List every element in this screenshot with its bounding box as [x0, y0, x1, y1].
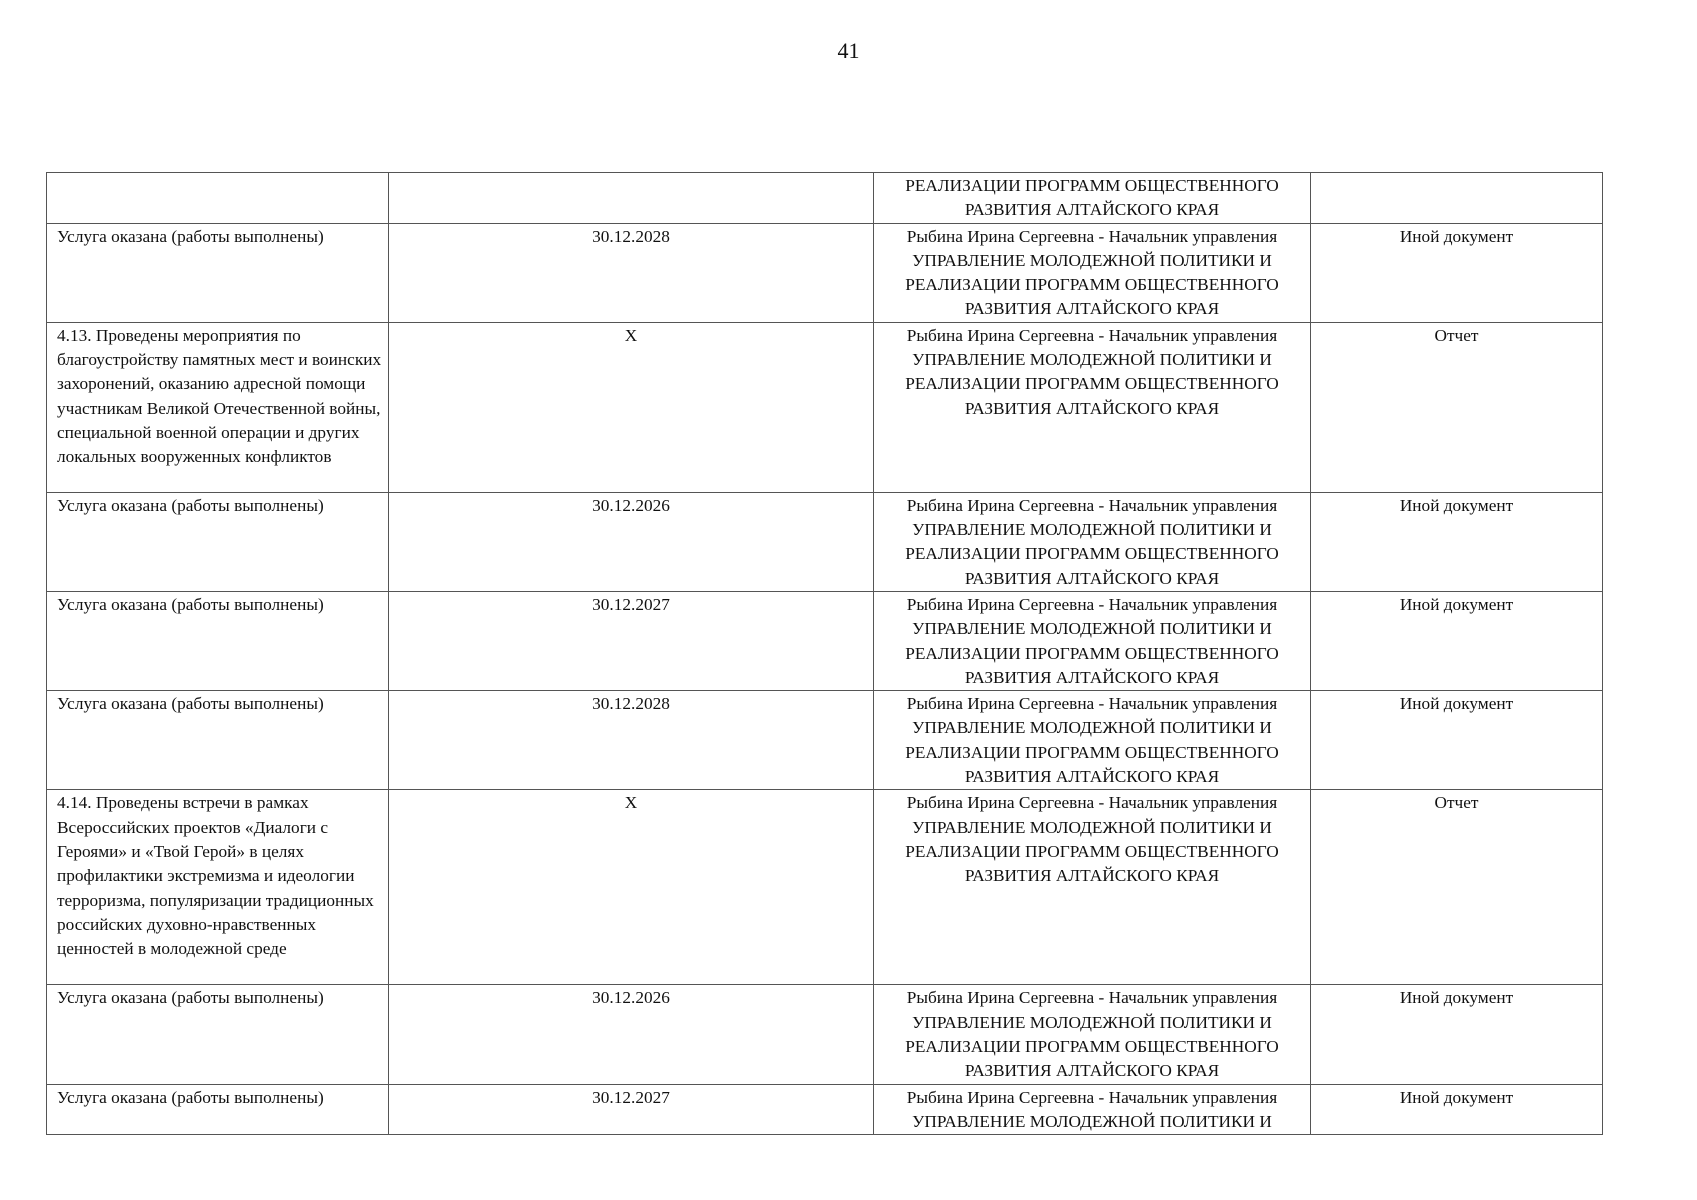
cell-date: 30.12.2027 [389, 1084, 874, 1135]
cell-document [1311, 173, 1603, 224]
cell-date: 30.12.2026 [389, 985, 874, 1084]
table-row [47, 790, 1603, 985]
cell-responsible: Рыбина Ирина Сергеевна - Начальник управления УПРАВЛЕНИЕ МОЛОДЕЖНОЙ ПОЛИТИКИ И РЕАЛИЗАЦИИ ПРОГРАММ ОБЩЕСТВЕННОГО РАЗВИТИЯ АЛТАЙСКОГО КРАЯ [874, 790, 1311, 985]
table-row [47, 492, 1603, 591]
table-row [47, 322, 1603, 492]
cell-name: Услуга оказана (работы выполнены) [47, 492, 389, 591]
cell-name: Услуга оказана (работы выполнены) [47, 985, 389, 1084]
cell-name: Услуга оказана (работы выполнены) [47, 223, 389, 322]
cell-name: 4.13. Проведены мероприятия по благоустройству памятных мест и воинских захоронений, оказанию адресной помощи участникам Великой Отечественной войны, специальной военной операции и других локальных вооруженных конфликтов [47, 322, 389, 492]
cell-responsible: РЕАЛИЗАЦИИ ПРОГРАММ ОБЩЕСТВЕННОГО РАЗВИТИЯ АЛТАЙСКОГО КРАЯ [874, 173, 1311, 224]
cell-responsible: Рыбина Ирина Сергеевна - Начальник управления УПРАВЛЕНИЕ МОЛОДЕЖНОЙ ПОЛИТИКИ И РЕАЛИЗАЦИИ ПРОГРАММ ОБЩЕСТВЕННОГО РАЗВИТИЯ АЛТАЙСКОГО КРАЯ [874, 492, 1311, 591]
page-number: 41 [837, 38, 860, 63]
cell-date: 30.12.2028 [389, 223, 874, 322]
cell-responsible: Рыбина Ирина Сергеевна - Начальник управления УПРАВЛЕНИЕ МОЛОДЕЖНОЙ ПОЛИТИКИ И [874, 1084, 1311, 1135]
cell-date [389, 173, 874, 224]
cell-name: Услуга оказана (работы выполнены) [47, 1084, 389, 1135]
cell-date: 30.12.2026 [389, 492, 874, 591]
cell-date: X [389, 790, 874, 985]
cell-responsible: Рыбина Ирина Сергеевна - Начальник управления УПРАВЛЕНИЕ МОЛОДЕЖНОЙ ПОЛИТИКИ И РЕАЛИЗАЦИИ ПРОГРАММ ОБЩЕСТВЕННОГО РАЗВИТИЯ АЛТАЙСКОГО КРАЯ [874, 691, 1311, 790]
table-row [47, 173, 1603, 224]
cell-date: 30.12.2027 [389, 591, 874, 690]
cell-responsible: Рыбина Ирина Сергеевна - Начальник управления УПРАВЛЕНИЕ МОЛОДЕЖНОЙ ПОЛИТИКИ И РЕАЛИЗАЦИИ ПРОГРАММ ОБЩЕСТВЕННОГО РАЗВИТИЯ АЛТАЙСКОГО КРАЯ [874, 591, 1311, 690]
plan-table [46, 172, 1603, 1135]
cell-date: X [389, 322, 874, 492]
cell-document: Иной документ [1311, 1084, 1603, 1135]
cell-document: Иной документ [1311, 492, 1603, 591]
cell-document: Отчет [1311, 790, 1603, 985]
cell-responsible: Рыбина Ирина Сергеевна - Начальник управления УПРАВЛЕНИЕ МОЛОДЕЖНОЙ ПОЛИТИКИ И РЕАЛИЗАЦИИ ПРОГРАММ ОБЩЕСТВЕННОГО РАЗВИТИЯ АЛТАЙСКОГО КРАЯ [874, 985, 1311, 1084]
cell-document: Иной документ [1311, 985, 1603, 1084]
table-row [47, 985, 1603, 1084]
table-row [47, 591, 1603, 690]
cell-date: 30.12.2028 [389, 691, 874, 790]
cell-name: Услуга оказана (работы выполнены) [47, 691, 389, 790]
cell-responsible: Рыбина Ирина Сергеевна - Начальник управления УПРАВЛЕНИЕ МОЛОДЕЖНОЙ ПОЛИТИКИ И РЕАЛИЗАЦИИ ПРОГРАММ ОБЩЕСТВЕННОГО РАЗВИТИЯ АЛТАЙСКОГО КРАЯ [874, 322, 1311, 492]
cell-document: Иной документ [1311, 591, 1603, 690]
cell-name: 4.14. Проведены встречи в рамках Всероссийских проектов «Диалоги с Героями» и «Твой Герой» в целях профилактики экстремизма и идеологии терроризма, популяризации традиционных российских духовно-нравственных ценностей в молодежной среде [47, 790, 389, 985]
cell-document: Отчет [1311, 322, 1603, 492]
table-row [47, 691, 1603, 790]
cell-name [47, 173, 389, 224]
cell-document: Иной документ [1311, 223, 1603, 322]
table-row [47, 223, 1603, 322]
table-row [47, 1084, 1603, 1135]
cell-responsible: Рыбина Ирина Сергеевна - Начальник управления УПРАВЛЕНИЕ МОЛОДЕЖНОЙ ПОЛИТИКИ И РЕАЛИЗАЦИИ ПРОГРАММ ОБЩЕСТВЕННОГО РАЗВИТИЯ АЛТАЙСКОГО КРАЯ [874, 223, 1311, 322]
cell-name: Услуга оказана (работы выполнены) [47, 591, 389, 690]
cell-document: Иной документ [1311, 691, 1603, 790]
